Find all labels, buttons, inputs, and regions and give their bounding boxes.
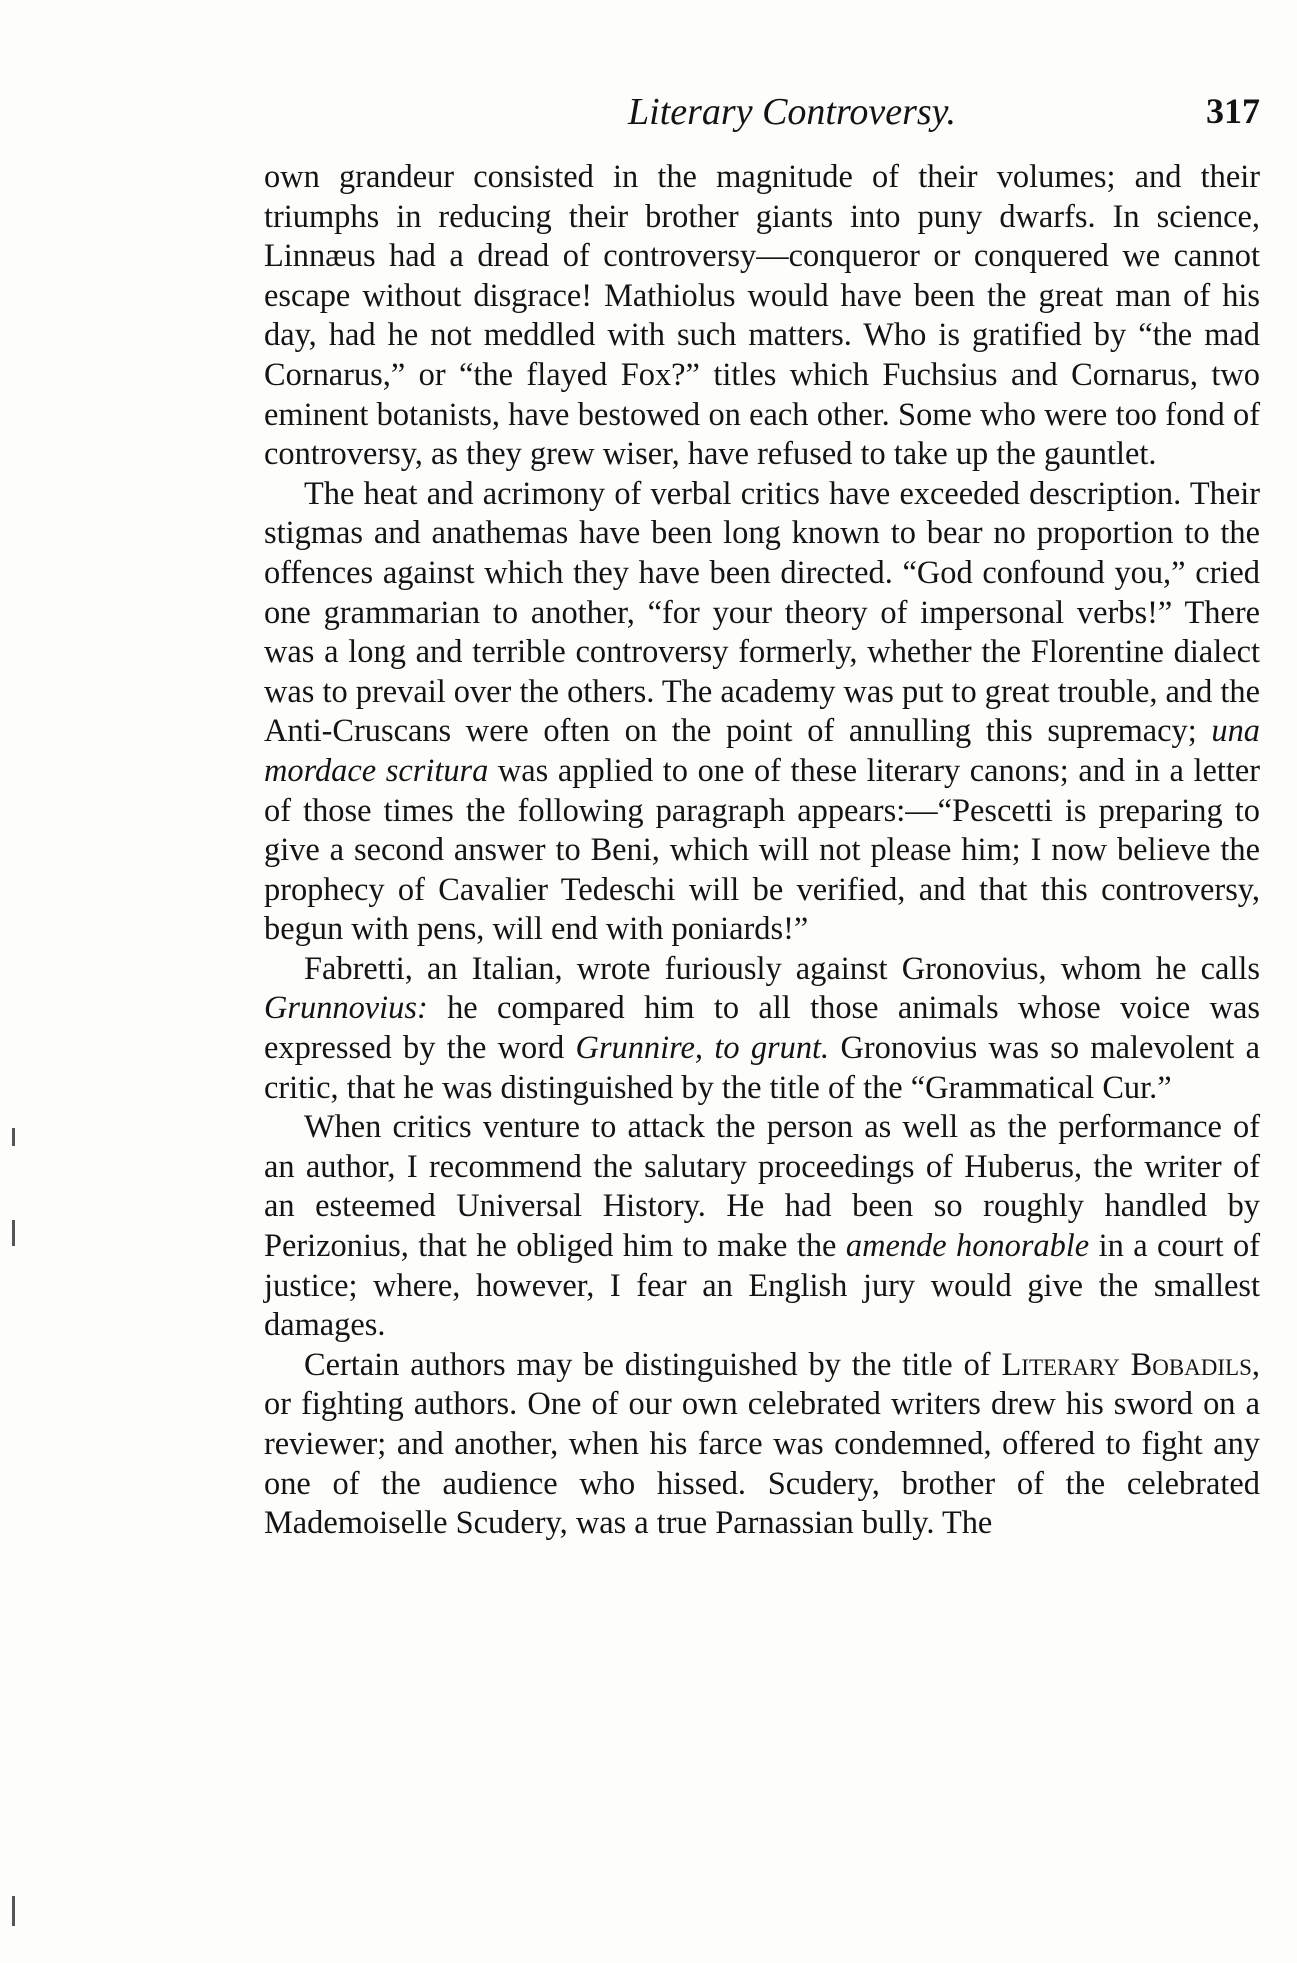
paragraph xyxy=(264,1346,1260,1544)
margin-mark xyxy=(12,1220,15,1246)
margin-mark xyxy=(12,1896,15,1926)
paragraph xyxy=(264,158,1260,475)
paragraph-text: Gronovius was so malevolent a critic, that he was distinguished by the title of the “Grammatical Cur.” xyxy=(264,1030,1260,1106)
paragraph-text: Certain authors may be distinguished by the title of xyxy=(304,1346,1002,1383)
paragraph-text: or fighting authors. One of our own celebrated writers drew his sword on a reviewer; and another, when his farce was condemned, offered to fight any one of the audience who hissed. Scudery, brother of the celebrated Mademoiselle Scudery, was a true Parnassian bully. The xyxy=(264,1386,1260,1542)
italic-phrase: Grunnovius: xyxy=(264,990,428,1027)
paragraph-text: he compared him to all those animals whose voice was expressed by the word xyxy=(264,990,1260,1067)
paragraph-text: in a court of justice; where, however, I fear an English jury would give the smallest damages. xyxy=(264,1228,1261,1344)
smallcaps-phrase: Literary Bobadils, xyxy=(1001,1346,1260,1383)
page-header xyxy=(264,90,1260,138)
paragraph-text: own grandeur consisted in the magnitude of their volumes; and their triumphs in reducing their brother giants into puny dwarfs. In science, Linnæus had a dread of controversy—conqueror or conquered we cannot escape without disgrace! Mathiolus would have been the great man of his day, had he not meddled with such matters. Who is gratified by “the mad Cornarus,” or “the flayed Fox?” titles which Fuchsius and Cornarus, two eminent botanists, have bestowed on each other. Some who were too fond of controversy, as they grew wiser, have refused to take up the gauntlet. xyxy=(264,159,1260,473)
paragraph xyxy=(264,475,1260,950)
italic-phrase: amende honorable xyxy=(845,1228,1090,1265)
paragraph xyxy=(264,950,1260,1108)
italic-phrase: Grunnire, to grunt. xyxy=(575,1030,830,1067)
margin-mark xyxy=(12,1128,15,1146)
paragraph xyxy=(264,1108,1260,1346)
page-number: 317 xyxy=(1206,91,1260,131)
italic-phrase: una mordace scritura xyxy=(264,713,1260,789)
running-title: Literary Controversy. xyxy=(628,91,956,133)
paragraph-text: The heat and acrimony of verbal critics have exceeded description. Their stigmas and anathemas have been long known to bear no proportion to the offences against which they have been directed. “God confound you,” cried one grammarian to another, “for your theory of impersonal verbs!” There was a long and terrible controversy formerly, whether the Florentine dialect was to prevail over the others. The academy was put to great trouble, and the Anti-Cruscans were often on the point of annulling this supremacy; xyxy=(264,475,1260,750)
paragraph-text: was applied to one of these literary canons; and in a letter of those times the following paragraph appears:—“Pescetti is preparing to give a second answer to Beni, which will not please him; I now believe the prophecy of Cavalier Tedeschi will be verified, and that this controversy, begun with pens, will end with poniards!” xyxy=(264,752,1260,948)
paragraph-text: Fabretti, an Italian, wrote furiously against Gronovius, whom he calls xyxy=(304,950,1260,987)
paragraph-text: When critics venture to attack the person as well as the performance of an author, I recommend the salutary proceedings of Huberus, the writer of an esteemed Universal History. He had been so roughly handled by Perizonius, that he obliged him to make the xyxy=(264,1109,1260,1265)
book-page xyxy=(264,90,1260,1544)
